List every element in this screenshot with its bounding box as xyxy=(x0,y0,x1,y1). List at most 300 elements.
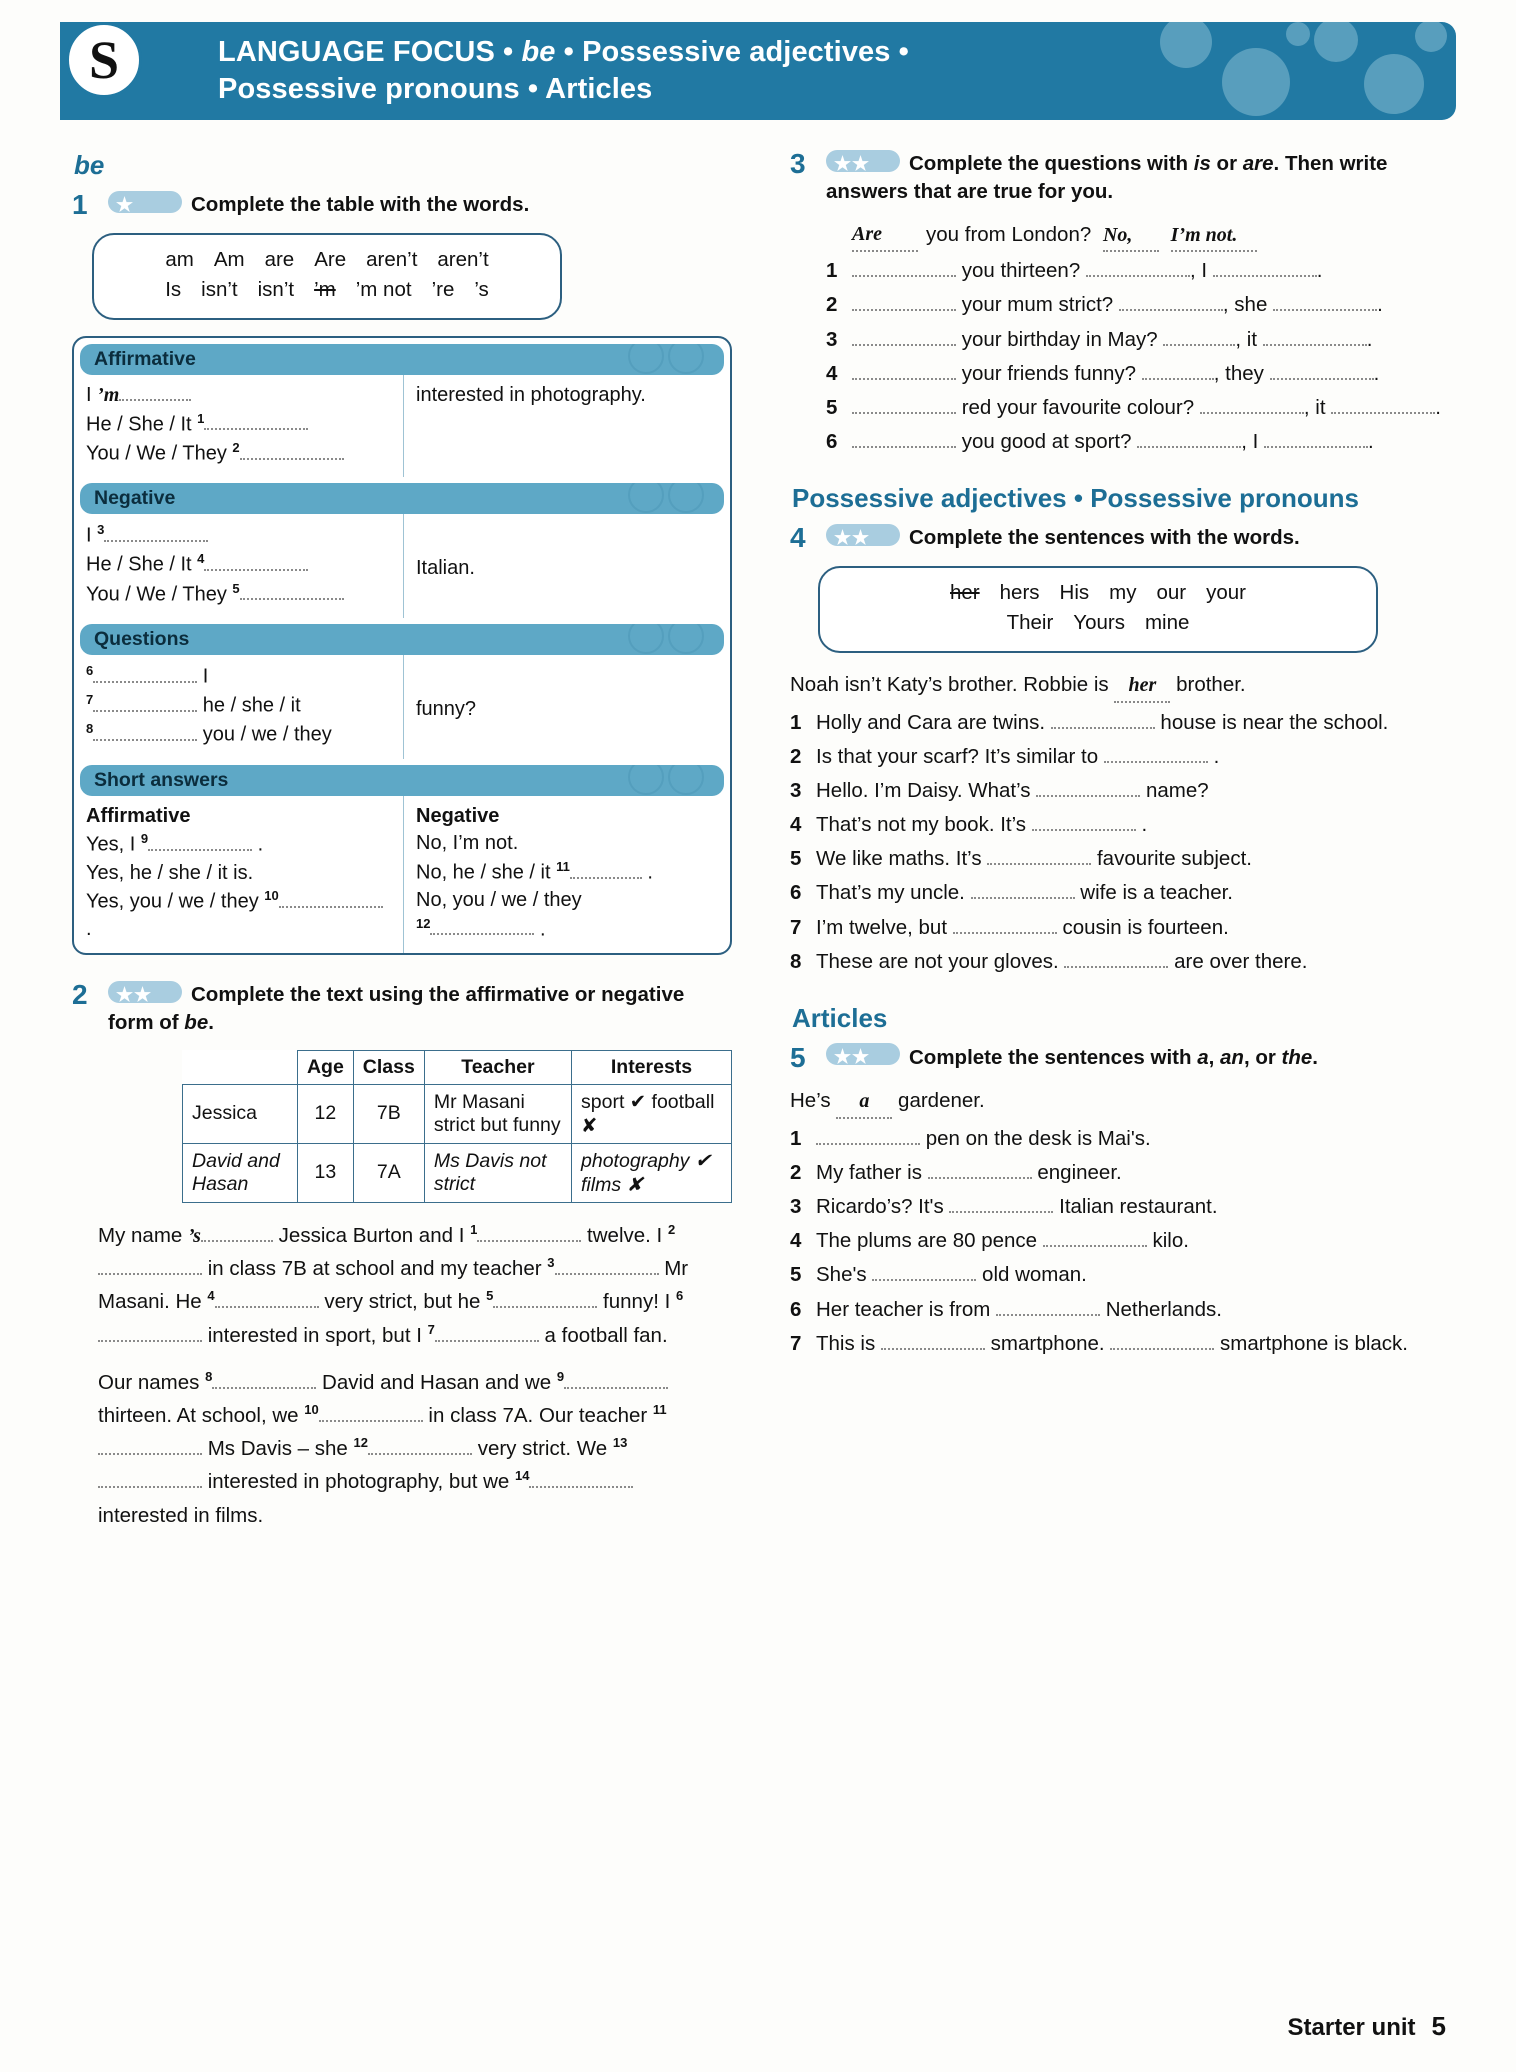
answer-blank[interactable] xyxy=(215,1293,319,1308)
item-body xyxy=(816,775,1470,806)
difficulty-badge-2 xyxy=(108,981,182,1006)
answer-blank[interactable] xyxy=(98,1440,202,1455)
text: interested in films. xyxy=(98,1503,264,1527)
word-struck: her xyxy=(950,580,980,604)
list-item xyxy=(790,946,1470,977)
list-item xyxy=(790,809,1470,840)
subject: you / we / they xyxy=(202,724,332,747)
item-body xyxy=(816,741,1470,772)
student-info-table xyxy=(182,1050,732,1203)
sa-affirmative-head: Affirmative xyxy=(86,804,191,827)
item-number: 6 xyxy=(790,881,802,905)
list-item xyxy=(826,324,1470,355)
answer-blank[interactable] xyxy=(240,585,344,600)
sa-negative-head: Negative xyxy=(416,804,500,827)
question-text: your birthday in May? xyxy=(961,327,1158,351)
text: in class 7A. Our teacher xyxy=(422,1403,653,1427)
blank-number: 10 xyxy=(304,1402,319,1418)
cell-interests: sport ✔ football ✘ xyxy=(572,1084,732,1143)
star-icon: ★ xyxy=(116,194,135,216)
answer-blank[interactable] xyxy=(852,399,956,414)
row-negative xyxy=(74,514,730,618)
blank-number: 6 xyxy=(675,1288,684,1304)
example-post: gardener. xyxy=(898,1089,985,1113)
blank-number: 13 xyxy=(612,1435,628,1451)
word: aren’t xyxy=(437,247,489,271)
affirmative-subjects xyxy=(74,375,404,477)
answer-blank[interactable] xyxy=(529,1473,633,1488)
blank-number: 3 xyxy=(97,522,105,538)
subject: You / We / They xyxy=(86,583,227,606)
th-age: Age xyxy=(297,1050,353,1084)
item-body: you thirteen? , I . xyxy=(852,255,1470,286)
answer-blank[interactable] xyxy=(119,386,191,401)
answer-blank[interactable] xyxy=(852,331,956,346)
subject: You / We / They xyxy=(86,442,227,465)
sentence-post: . xyxy=(1141,813,1148,837)
answer-blank[interactable] xyxy=(319,1407,423,1422)
page-footer xyxy=(1288,2011,1446,2042)
sentence-post: old woman. xyxy=(982,1263,1087,1287)
th-interests: Interests xyxy=(572,1050,732,1084)
exercise-2-instruction xyxy=(108,981,732,1036)
subject: he / she / it xyxy=(202,694,301,717)
item-number: 5 xyxy=(826,395,838,419)
answer-blank[interactable] xyxy=(93,726,197,741)
list-item xyxy=(790,775,1470,806)
band-affirmative xyxy=(80,344,724,375)
answer-blank[interactable] xyxy=(93,697,197,712)
blank-number: 9 xyxy=(556,1368,565,1384)
negative-subjects xyxy=(74,514,404,618)
word: ’s xyxy=(474,278,489,302)
filled-answer: Are xyxy=(852,219,918,252)
subject: I xyxy=(202,665,209,688)
table-row xyxy=(183,1143,732,1202)
band-circles-icon xyxy=(624,765,710,795)
instr-post: . Then write answers that are true for you. xyxy=(826,152,1388,203)
answer-blank[interactable] xyxy=(971,884,1075,899)
sentence-post: pen on the desk is Mai's. xyxy=(925,1126,1151,1150)
text: My name xyxy=(98,1223,188,1247)
word-struck: ’m xyxy=(314,278,336,302)
answer-blank[interactable] xyxy=(816,1130,920,1145)
answer-blank[interactable] xyxy=(1051,714,1155,729)
blank-number: 4 xyxy=(207,1288,215,1304)
instr-pre: Complete the sentences with xyxy=(909,1045,1198,1069)
word: am xyxy=(165,247,194,271)
answer-blank[interactable] xyxy=(1043,1232,1147,1247)
filled-answer: her xyxy=(1114,670,1170,702)
exercise-2-instruction-post: . xyxy=(208,1010,214,1034)
filled-answer: ’s xyxy=(188,1224,201,1247)
wordbank-1-line2 xyxy=(112,275,542,306)
answer-blank[interactable] xyxy=(1264,433,1368,448)
answer-blank[interactable] xyxy=(1086,262,1190,277)
answer-blank[interactable] xyxy=(1119,296,1223,311)
negative-predicate-text: Italian. xyxy=(416,557,475,580)
blank-number: 7 xyxy=(86,692,94,708)
questions-predicate-text: funny? xyxy=(416,697,477,720)
instr-mid: , xyxy=(1208,1045,1221,1069)
answer-blank[interactable] xyxy=(201,1227,273,1242)
list-item xyxy=(826,289,1470,320)
word: aren’t xyxy=(366,247,418,271)
cell-name: Jessica xyxy=(183,1084,298,1143)
right-column xyxy=(790,150,1470,1362)
word: ’re xyxy=(431,278,455,302)
short-answers-negative: Negative No, I’m not. No, he / she / it $^{11}$ . No, you / we / they $^{12}$ . xyxy=(404,796,730,953)
question-tail: , they xyxy=(1213,361,1264,385)
example-pre: Noah isn’t Katy’s brother. Robbie is xyxy=(790,673,1109,697)
item-body xyxy=(816,1123,1470,1154)
answer-blank[interactable] xyxy=(477,1227,581,1242)
sentence-pre: These are not your gloves. xyxy=(816,949,1059,973)
instr-mid2: , or xyxy=(1243,1045,1282,1069)
sa-text: Yes, I xyxy=(86,833,136,856)
subject: I xyxy=(86,524,92,547)
answer-blank[interactable] xyxy=(104,527,208,542)
filled-answer: ’m xyxy=(97,384,120,407)
row-questions xyxy=(74,655,730,759)
word: my xyxy=(1109,580,1137,604)
list-item xyxy=(790,912,1470,943)
text: interested in sport, but I xyxy=(202,1323,428,1347)
blank-number: 7 xyxy=(427,1321,435,1337)
item-number: 6 xyxy=(790,1297,802,1321)
list-item xyxy=(790,741,1470,772)
word: Their xyxy=(1006,611,1054,635)
sentence-post: cousin is fourteen. xyxy=(1062,915,1229,939)
sentence-pre: We like maths. It’s xyxy=(816,847,982,871)
instr-pre: Complete the questions with xyxy=(909,152,1194,175)
sentence-post: . xyxy=(1213,744,1220,768)
band-circles-icon xyxy=(624,624,710,654)
blank-number: 8 xyxy=(205,1368,213,1384)
word: isn’t xyxy=(201,278,238,302)
text: Our names xyxy=(98,1370,206,1394)
exercise-3-number: 3 xyxy=(790,148,806,179)
answer-blank[interactable] xyxy=(987,850,1091,865)
answer-blank[interactable] xyxy=(1273,296,1377,311)
exercise-3-list xyxy=(826,219,1470,457)
sentence-pre: Ricardo’s? It's xyxy=(816,1195,944,1219)
exercise-5-number: 5 xyxy=(790,1041,806,1073)
text: David and Hasan and we xyxy=(316,1370,557,1394)
exercise-4-instruction xyxy=(826,524,1470,552)
section-heading-possessives: Possessive adjectives • Possessive pronouns xyxy=(792,483,1359,514)
exercise-3-example xyxy=(852,219,1470,252)
answer-blank[interactable] xyxy=(98,1473,202,1488)
item-body xyxy=(816,843,1470,874)
word: His xyxy=(1059,580,1090,604)
text: thirteen. At school, we xyxy=(98,1403,305,1427)
exercise-4-instruction-text: Complete the sentences with the words. xyxy=(909,526,1300,550)
exercise-4-number: 4 xyxy=(790,522,806,554)
answer-blank[interactable] xyxy=(1032,816,1136,831)
answer-blank[interactable] xyxy=(212,1374,316,1389)
word: isn’t xyxy=(257,278,295,302)
list-item xyxy=(790,1123,1470,1154)
text: a football fan. xyxy=(538,1323,668,1347)
item-body xyxy=(816,877,1470,908)
negative-predicate xyxy=(404,514,730,618)
answer-blank[interactable] xyxy=(1142,365,1214,380)
band-label: Negative xyxy=(94,487,176,510)
cell-age: 13 xyxy=(297,1143,353,1202)
answer-blank[interactable] xyxy=(852,296,956,311)
answer-blank[interactable] xyxy=(1104,748,1208,763)
answer-blank[interactable] xyxy=(881,1335,985,1350)
table-header-row xyxy=(183,1050,732,1084)
question-tail: , it xyxy=(1235,327,1258,351)
item-number: 2 xyxy=(826,293,838,317)
sentence-pre: This is xyxy=(816,1331,876,1355)
item-body xyxy=(816,912,1470,943)
difficulty-badge-4 xyxy=(826,524,900,549)
title-line1-italic: be xyxy=(521,36,556,68)
section-heading-articles: Articles xyxy=(792,1002,888,1033)
blank-number: 4 xyxy=(197,551,205,567)
affirmative-predicate: interested in photography. xyxy=(416,384,646,407)
answer-blank[interactable] xyxy=(928,1164,1032,1179)
answer-blank[interactable] xyxy=(98,1327,202,1342)
question-tail: , I xyxy=(1241,430,1259,453)
item-body xyxy=(816,707,1470,738)
answer-blank[interactable] xyxy=(1036,782,1140,797)
page-number: 5 xyxy=(1431,2011,1446,2041)
item-number: 2 xyxy=(790,1161,802,1184)
item-body xyxy=(816,946,1470,977)
filled-answer: No, xyxy=(1103,220,1159,252)
subject: He / She / It xyxy=(86,413,192,436)
questions-predicate xyxy=(404,655,730,759)
blank-number: 1 xyxy=(470,1221,478,1237)
answer-blank[interactable] xyxy=(1163,331,1235,346)
blank-number: 6 xyxy=(86,662,94,678)
answer-blank[interactable] xyxy=(852,365,956,380)
cell-age: 12 xyxy=(297,1084,353,1143)
answer-blank[interactable] xyxy=(204,556,308,571)
sentence-pre: That’s my uncle. xyxy=(816,881,965,905)
table-row xyxy=(183,1084,732,1143)
answer-blank[interactable] xyxy=(852,433,956,448)
answer-blank[interactable] xyxy=(1200,399,1304,414)
item-number: 2 xyxy=(790,744,802,768)
blank-number: 12 xyxy=(416,915,431,931)
title-line2: Possessive pronouns • Articles xyxy=(218,73,653,106)
exercise-2-number: 2 xyxy=(72,978,88,1010)
sentence-pre: My father is xyxy=(816,1161,922,1184)
short-answers-affirmative: Affirmative Yes, I $^9$ . Yes, he / she / it is. Yes, you / we / they $^{10}$ . xyxy=(74,796,404,953)
instr-italic-are: are xyxy=(1242,152,1274,175)
item-number: 3 xyxy=(790,778,802,802)
question-tail: , it xyxy=(1303,395,1326,419)
instr-italic-a: a xyxy=(1197,1045,1209,1069)
subject: I xyxy=(86,384,92,407)
star-icon: ★★ xyxy=(116,984,153,1006)
sentence-post: Italian restaurant. xyxy=(1059,1195,1218,1219)
item-number: 4 xyxy=(790,813,802,837)
word: Am xyxy=(213,247,245,271)
item-body xyxy=(816,1328,1470,1359)
word: Yours xyxy=(1073,611,1125,635)
answer-blank[interactable] xyxy=(430,920,534,935)
subject: He / She / It xyxy=(86,554,192,577)
answer-blank[interactable] xyxy=(368,1440,472,1455)
answer-blank[interactable] xyxy=(953,919,1057,934)
answer-blank[interactable] xyxy=(148,836,252,851)
text: very strict, but he xyxy=(318,1290,487,1314)
answer-blank[interactable] xyxy=(204,415,308,430)
item-number: 1 xyxy=(826,259,838,283)
item-body: red your favourite colour? , it . xyxy=(852,392,1470,423)
sentence-post: house is near the school. xyxy=(1160,710,1389,734)
answer-blank[interactable] xyxy=(98,1260,202,1275)
exercise-3-instruction xyxy=(826,150,1470,205)
unit-letter-badge: S xyxy=(66,22,142,98)
question-text: your friends funny? xyxy=(961,361,1137,385)
answer-blank[interactable] xyxy=(852,262,956,277)
text: twelve. I xyxy=(581,1223,668,1247)
text: funny! I xyxy=(597,1290,676,1314)
sa-text: No, I’m not. xyxy=(416,832,519,855)
th-class: Class xyxy=(353,1050,424,1084)
answer-blank[interactable] xyxy=(564,1374,668,1389)
word: ’m not xyxy=(355,278,412,302)
band-negative xyxy=(80,483,724,514)
item-number: 1 xyxy=(790,710,802,734)
answer-blank[interactable] xyxy=(1263,331,1367,346)
star-icon: ★★ xyxy=(834,153,871,175)
difficulty-badge-1 xyxy=(108,191,182,216)
answer-blank[interactable] xyxy=(1213,262,1317,277)
item-body xyxy=(816,1225,1470,1256)
sentence-post: wife is a teacher. xyxy=(1080,881,1233,905)
wordbank-1-line1 xyxy=(112,245,542,276)
questions-subjects xyxy=(74,655,404,759)
question-text: you good at sport? xyxy=(961,430,1132,453)
grammar-table xyxy=(72,336,732,955)
item-number: 3 xyxy=(790,1195,802,1219)
instr-italic-an: an xyxy=(1220,1045,1244,1069)
sa-text: No, he / she / it xyxy=(416,861,551,884)
answer-blank[interactable] xyxy=(1110,1335,1214,1350)
question-text: your mum strict? xyxy=(961,293,1114,317)
th-teacher: Teacher xyxy=(424,1050,571,1084)
word: Is xyxy=(165,278,182,302)
answer-blank[interactable] xyxy=(1331,399,1435,414)
footer-label: Starter unit xyxy=(1287,2014,1416,2041)
star-icon: ★★ xyxy=(834,527,871,549)
answer-blank[interactable] xyxy=(240,445,344,460)
answer-blank[interactable] xyxy=(949,1198,1053,1213)
exercise-4-example xyxy=(790,669,1470,702)
item-body xyxy=(816,1294,1470,1325)
item-number: 4 xyxy=(790,1229,802,1253)
blank-number: 8 xyxy=(86,721,94,737)
exercise-4-wordbank xyxy=(818,566,1378,654)
answer-blank[interactable] xyxy=(493,1293,597,1308)
blank-number: 5 xyxy=(232,580,240,596)
exercise-4 xyxy=(790,524,1470,552)
exercise-5-example xyxy=(790,1085,1470,1118)
item-number: 1 xyxy=(790,1126,802,1150)
sentence-post: are over there. xyxy=(1174,949,1308,973)
instr-mid: or xyxy=(1210,152,1243,175)
question-tail: , she xyxy=(1222,293,1268,317)
cell-teacher: Ms Davis not strict xyxy=(424,1143,571,1202)
blank-number: 9 xyxy=(140,831,149,847)
sentence-pre: Holly and Cara are twins. xyxy=(816,710,1046,734)
question-text: you from London? xyxy=(926,222,1092,246)
answer-blank[interactable] xyxy=(93,668,197,683)
item-body xyxy=(816,809,1470,840)
sentence-post: Netherlands. xyxy=(1105,1297,1222,1321)
text: Mr Masani. He xyxy=(98,1257,689,1314)
item-body: your mum strict? , she . xyxy=(852,289,1470,320)
answer-blank[interactable] xyxy=(570,864,642,879)
title-line1-post: • Possessive adjectives • xyxy=(555,36,909,68)
row-short-answers xyxy=(74,796,730,953)
answer-blank[interactable] xyxy=(279,893,383,908)
item-number: 3 xyxy=(826,327,838,351)
exercise-1-number: 1 xyxy=(72,189,88,220)
item-body: your friends funny? , they . xyxy=(852,358,1470,389)
exercise-3 xyxy=(790,150,1470,205)
cell-class: 7A xyxy=(353,1143,424,1202)
band-short-answers xyxy=(80,765,724,796)
list-item xyxy=(790,1328,1470,1359)
answer-blank[interactable] xyxy=(555,1260,659,1275)
sentence-post: favourite subject. xyxy=(1096,847,1252,871)
answer-blank[interactable] xyxy=(1137,433,1241,448)
word: Are xyxy=(314,247,347,271)
answer-blank[interactable] xyxy=(435,1327,539,1342)
exercise-5-instruction xyxy=(826,1044,1470,1072)
left-column xyxy=(72,150,732,1546)
wordbank-4-line2 xyxy=(838,608,1358,639)
answer-blank[interactable] xyxy=(1270,365,1374,380)
sa-text: No, you / we / they xyxy=(416,889,582,912)
exercise-5 xyxy=(790,1041,1470,1073)
exercise-1-wordbank xyxy=(92,233,562,321)
list-item xyxy=(790,1157,1470,1188)
cell-interests: photography ✔ films ✘ xyxy=(572,1143,732,1202)
band-circles-icon xyxy=(624,344,710,374)
band-label: Questions xyxy=(94,627,190,650)
exercise-4-list xyxy=(790,669,1470,977)
item-number: 7 xyxy=(790,1331,802,1355)
cell-name: David and Hasan xyxy=(183,1143,298,1202)
sentence-post: smartphone. xyxy=(990,1331,1105,1355)
exercise-1 xyxy=(72,191,732,219)
answer-blank[interactable] xyxy=(996,1301,1100,1316)
answer-blank[interactable] xyxy=(872,1266,976,1281)
instr-post: . xyxy=(1312,1045,1318,1069)
exercise-1-instruction-text: Complete the table with the words. xyxy=(191,193,530,216)
text: in class 7B at school and my teacher xyxy=(202,1257,548,1281)
sentence-pre: Her teacher is from xyxy=(816,1297,991,1321)
question-text: you thirteen? xyxy=(961,259,1081,283)
list-item xyxy=(826,392,1470,423)
sentence-pre: Is that your scarf? It’s similar to xyxy=(816,744,1099,768)
sentence-pre: She's xyxy=(816,1263,867,1287)
answer-blank[interactable] xyxy=(1064,953,1168,968)
item-body: your birthday in May? , it . xyxy=(852,324,1470,355)
example-pre: He’s xyxy=(790,1089,831,1113)
section-heading-be: be xyxy=(74,150,105,180)
